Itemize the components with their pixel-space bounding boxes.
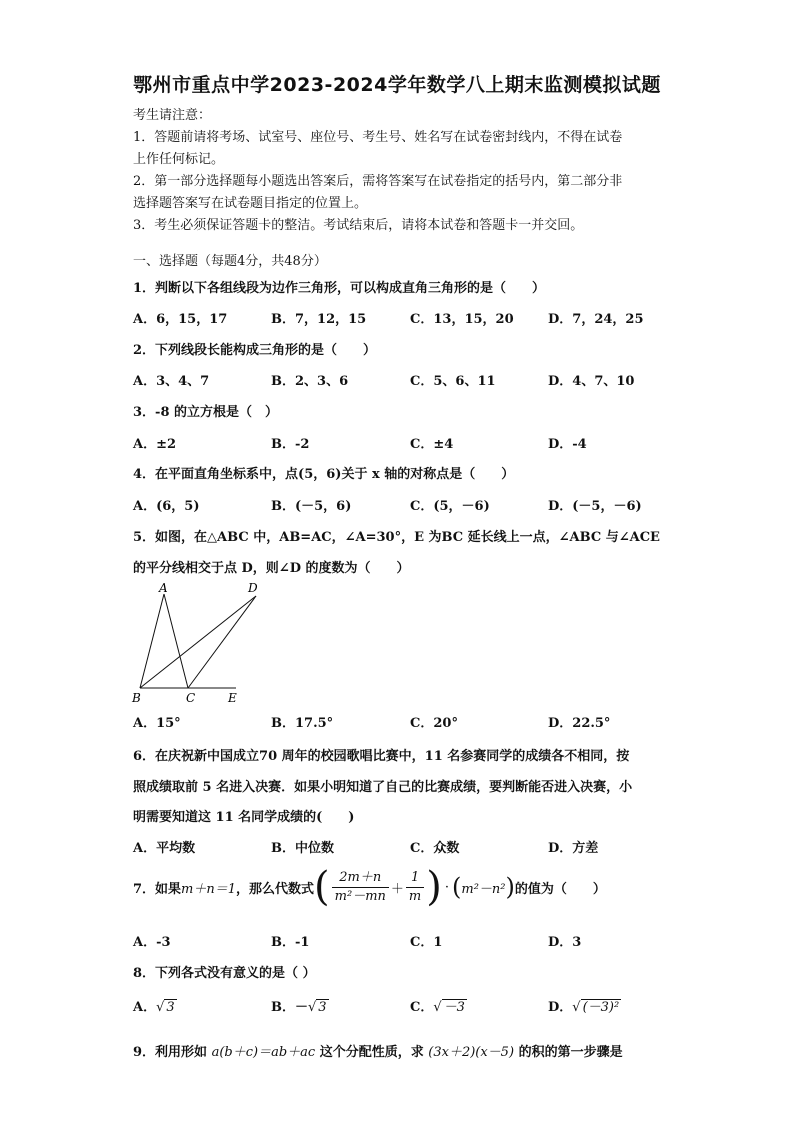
q6-option-c: C．众数 [410, 841, 460, 856]
q8-option-a-radicand: 3 [166, 1000, 175, 1015]
notice-line: 3．考生必须保证答题卡的整洁。考试结束后，请将本试卷和答题卡一并交回。 [133, 218, 584, 233]
q7-option-b: B．-1 [271, 935, 310, 950]
q3-option-b: B．-2 [271, 437, 310, 452]
q9-expression: (3x＋2)(x－5) [428, 1045, 515, 1060]
q4-option-b: B．(－5，6) [271, 499, 352, 514]
sqrt-symbol: √ 3 [156, 1000, 175, 1015]
question-5-stem: 的平分线相交于点 D，则∠D 的度数为（ ） [133, 561, 410, 576]
q3-option-a: A．±2 [133, 437, 177, 452]
q5-option-c: C．20° [410, 716, 458, 731]
q2-option-c: C．5、6、11 [410, 374, 496, 389]
q7-frac1-numerator: 2m＋n [332, 869, 389, 888]
q8-option-a-label: A． [133, 1000, 157, 1015]
q4-option-a: A．(6，5) [133, 499, 200, 514]
question-7-stem [133, 862, 606, 912]
q9-mid: 这个分配性质，求 [319, 1045, 424, 1060]
notice-line: 1．答题前请将考场、试室号、座位号、考生号、姓名写在试卷密封线内，不得在试卷 [133, 130, 623, 145]
point-e-label: E [228, 691, 237, 705]
q7-prefix: 7．如果 [133, 881, 182, 897]
q1-option-c: C．13，15，20 [410, 312, 514, 327]
question-2-stem: 2．下列线段长能构成三角形的是（ ） [133, 343, 377, 358]
question-8-stem: 8．下列各式没有意义的是（ ） [133, 966, 316, 981]
q2-option-a: A．3、4、7 [133, 374, 210, 389]
q9-suffix: 的积的第一步骤是 [518, 1045, 623, 1060]
sqrt-symbol: √ －3 [433, 1000, 465, 1015]
q8-option-c-label: C． [410, 1000, 434, 1015]
q8-option-d [548, 996, 621, 1015]
q8-option-c [410, 996, 467, 1015]
section-heading: 一、选择题（每题4分，共48分） [133, 254, 327, 269]
question-6-stem: 明需要知道这 11 名同学成绩的( ) [133, 810, 355, 825]
q7-condition: m＋n＝1 [181, 881, 237, 897]
q4-option-d: D．(－5，－6) [548, 499, 642, 514]
q7-frac2-denominator: m [408, 888, 422, 904]
q7-frac2-numerator: 1 [406, 869, 424, 888]
q7-frac1-denominator: m²－mn [334, 888, 386, 904]
q9-formula: a(b＋c)＝ab＋ac [211, 1045, 316, 1060]
q6-option-a: A．平均数 [133, 841, 196, 856]
q8-option-b-label: B．－ [271, 1000, 308, 1015]
q8-option-d-label: D． [548, 1000, 573, 1015]
q7-option-a: A．-3 [133, 935, 171, 950]
right-paren: ) [426, 864, 442, 910]
question-6-stem: 6．在庆祝新中国成立70 周年的校园歌唱比赛中，11 名参赛同学的成绩各不相同，按 [133, 749, 630, 764]
q5-option-b: B．17.5° [271, 716, 334, 731]
q2-option-d: D．4、7、10 [548, 374, 635, 389]
q1-option-d: D．7，24，25 [548, 312, 644, 327]
q7-fraction-1 [332, 869, 389, 906]
notice-heading: 考生请注意： [133, 108, 212, 123]
point-b-label: B [132, 691, 141, 705]
q7-suffix: 的值为（ ） [514, 881, 606, 897]
left-paren: ( [314, 864, 330, 910]
q9-prefix: 9．利用形如 [133, 1045, 208, 1060]
q3-option-c: C．±4 [410, 437, 454, 452]
notice-line: 选择题答案写在试卷题目指定的位置上。 [133, 196, 368, 211]
q7-factor: m²－n² [461, 881, 506, 897]
notice-line: 2．第一部分选择题每小题选出答案后，需将答案写在试卷指定的括号内，第二部分非 [133, 174, 623, 189]
point-a-label: A [159, 581, 168, 595]
q3-option-d: D．-4 [548, 437, 587, 452]
question-6-stem: 照成绩取前 5 名进入决赛．如果小明知道了自己的比赛成绩，要判断能否进入决赛，小 [133, 780, 633, 795]
question-1-stem: 1．判断以下各组线段为边作三角形，可以构成直角三角形的是（ ） [133, 281, 546, 296]
left-paren: ( [452, 873, 462, 901]
question-3-stem: 3．-8 的立方根是（ ） [133, 405, 279, 420]
q8-option-b-radicand: 3 [318, 1000, 327, 1015]
q8-option-c-radicand: －3 [443, 1000, 465, 1015]
q7-option-d: D．3 [548, 935, 582, 950]
point-c-label: C [186, 691, 196, 705]
q8-option-b [271, 996, 329, 1015]
q7-mid: ，那么代数式 [236, 881, 315, 897]
q6-option-b: B．中位数 [271, 841, 334, 856]
question-5-stem: 5．如图，在△ABC 中，AB=AC，∠A=30°，E 为BC 延长线上一点，∠ABC 与∠ACE [133, 530, 660, 545]
q5-option-d: D．22.5° [548, 716, 611, 731]
sqrt-symbol: √ (－3)² [572, 1000, 620, 1015]
q2-option-b: B．2、3、6 [271, 374, 349, 389]
right-paren: ) [505, 873, 515, 901]
q6-option-d: D．方差 [548, 841, 599, 856]
q4-option-c: C．(5，－6) [410, 499, 490, 514]
notice-line: 上作任何标记。 [133, 152, 225, 167]
question-4-stem: 4．在平面直角坐标系中，点(5，6)关于 x 轴的对称点是（ ） [133, 467, 515, 482]
sqrt-symbol: √ 3 [308, 1000, 327, 1015]
point-d-label: D [248, 581, 258, 595]
q8-option-a [133, 996, 177, 1015]
q7-fraction-2 [406, 869, 424, 906]
q1-option-a: A．6，15，17 [133, 312, 228, 327]
q8-option-d-radicand: (－3)² [582, 1000, 620, 1015]
page-title: 鄂州市重点中学2023-2024学年数学八上期末监测模拟试题 [133, 74, 661, 96]
triangle-figure [128, 578, 258, 706]
q7-dot: · [444, 879, 449, 895]
question-9-stem [133, 1041, 623, 1060]
q5-option-a: A．15° [133, 716, 181, 731]
q7-option-c: C．1 [410, 935, 443, 950]
q7-plus: ＋ [390, 881, 404, 897]
q1-option-b: B．7，12，15 [271, 312, 367, 327]
